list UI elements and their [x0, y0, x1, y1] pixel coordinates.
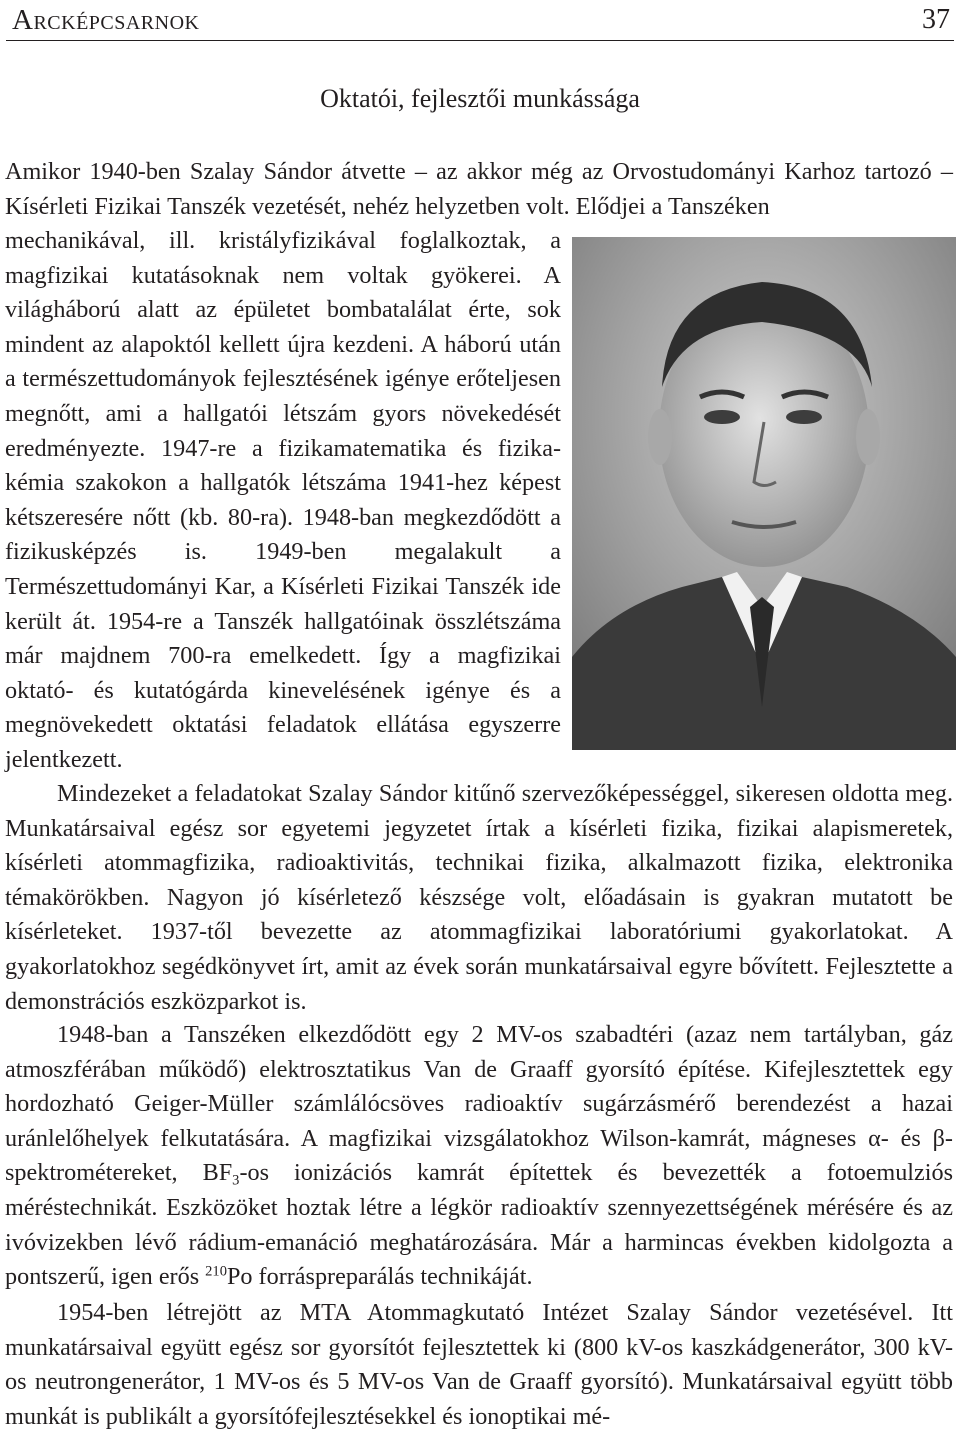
paragraph-3-text-b: -os ionizációs kamrát építettek és bevezették a fotoemulziós méréstechnikát. Eszközöket hoztak létre a légkör radioaktív szennyezettségének mérésére és az ivóvizekben lévő rádium-emanáció meghatározására. Már a harmincas években kidolgozta a pontszerű, igen erős [5, 1159, 953, 1291]
paragraph-3 [5, 1018, 953, 1295]
section-heading: Oktatói, fejlesztői munkássága [320, 84, 640, 113]
page-number: 37 [922, 4, 950, 35]
page-header [6, 0, 954, 41]
section-title: Arcképcsarnok [12, 4, 200, 36]
portrait-drawing [572, 237, 956, 750]
subscript-3: 3 [232, 1172, 240, 1189]
portrait-photo [572, 237, 956, 750]
paragraph-1-lines-wrapped: mechanikával, ill. kristályfizikával foglalkoztak, a magfizikai kutatásoknak nem voltak gyökerei. A világháború alatt az épületet bombatalálat érte, sok mindent az alapoktól kellett újra kezdeni. A háború után a természettudományok fejlesztésének igénye erőteljesen megnőtt, ami a hallgatói létszám gyors növekedését eredményezte. 1947-re a fizikamatematika és fizika-kémia szakokon a hallgatók létszáma 1941-hez képest kétszeresére nőtt (kb. 80-ra). 1948-ban megkezdődött a fizikusképzés is. 1949-ben megalakult a Természettudományi Kar, a Kísérleti Fizikai Tanszék ide került át. 1954-re a Tanszék hallgatóinak összlétszáma már majdnem 700-ra emelkedett. Így a magfizikai oktató- és kutatógárda kinevelésének igénye és a megnövekedett oktatási feladatok ellátása egyszerre jelentkezett. [5, 227, 561, 773]
paragraph-2: Mindezeket a feladatokat Szalay Sándor kitűnő szervezőképességgel, sikeresen oldotta meg. Munkatársaival egész sor egyetemi jegyzetet írtak a kísérleti fizika, fizikai alapismeretek, kísérleti atommagfizika, radioaktivitás, technikai fizika, alkalmazott fizika, elektronika témakörökben. Nagyon jó kísérletező készsége volt, előadásain is gyakran mutatott be kísérleteket. 1937-től bevezette az atommagfizikai laboratóriumi gyakorlatokat. A gyakorlatokhoz segédkönyvet írt, amit az évek során munkatársaival egyre bővített. Fejlesztette a demonstrációs eszközparkot is. [5, 780, 953, 1015]
paragraph-3-text-a: 1948-ban a Tanszéken elkezdődött egy 2 MV-os szabadtéri (azaz nem tartályban, gáz atmoszférában működő) elektrosztatikus Van de Graaff gyorsító építése. Kifejlesztettek egy hordozható Geiger-Müller számlálócsöves radioaktív sugárzásmérő berendezést a hazai uránlelőhelyek felkutatására. A magfizikai vizsgálatokhoz Wilson-kamrát, mágneses α- és β-spektrométereket, BF [5, 1021, 953, 1187]
paragraph-3-text-c: Po forráspreparálás technikáját. [226, 1263, 533, 1291]
superscript-210: 210 [205, 1263, 227, 1280]
paragraph-1-lines-full: Amikor 1940-ben Szalay Sándor átvette – az akkor még az Orvostudományi Karhoz tartozó – Kísérleti Fizikai Tanszék vezetését, nehéz helyzetben volt. Elődjei a Tanszéken [5, 158, 953, 220]
paragraph-1-bound [0, 0, 1, 1]
paragraph-4: 1954-ben létrejött az MTA Atommagkutató Intézet Szalay Sándor vezetésével. Itt munkatársaival együtt egész sor gyorsítót fejlesztettek ki (800 kV-os kaszkádgenerátor, 300 kV-os neutrongenerátor, 1 MV-os és 5 MV-os Van de Graaff gyorsító). Munkatársaival együtt több munkát is publikált a gyorsítófejlesztésekkel és ionoptikai mé- [5, 1299, 953, 1430]
